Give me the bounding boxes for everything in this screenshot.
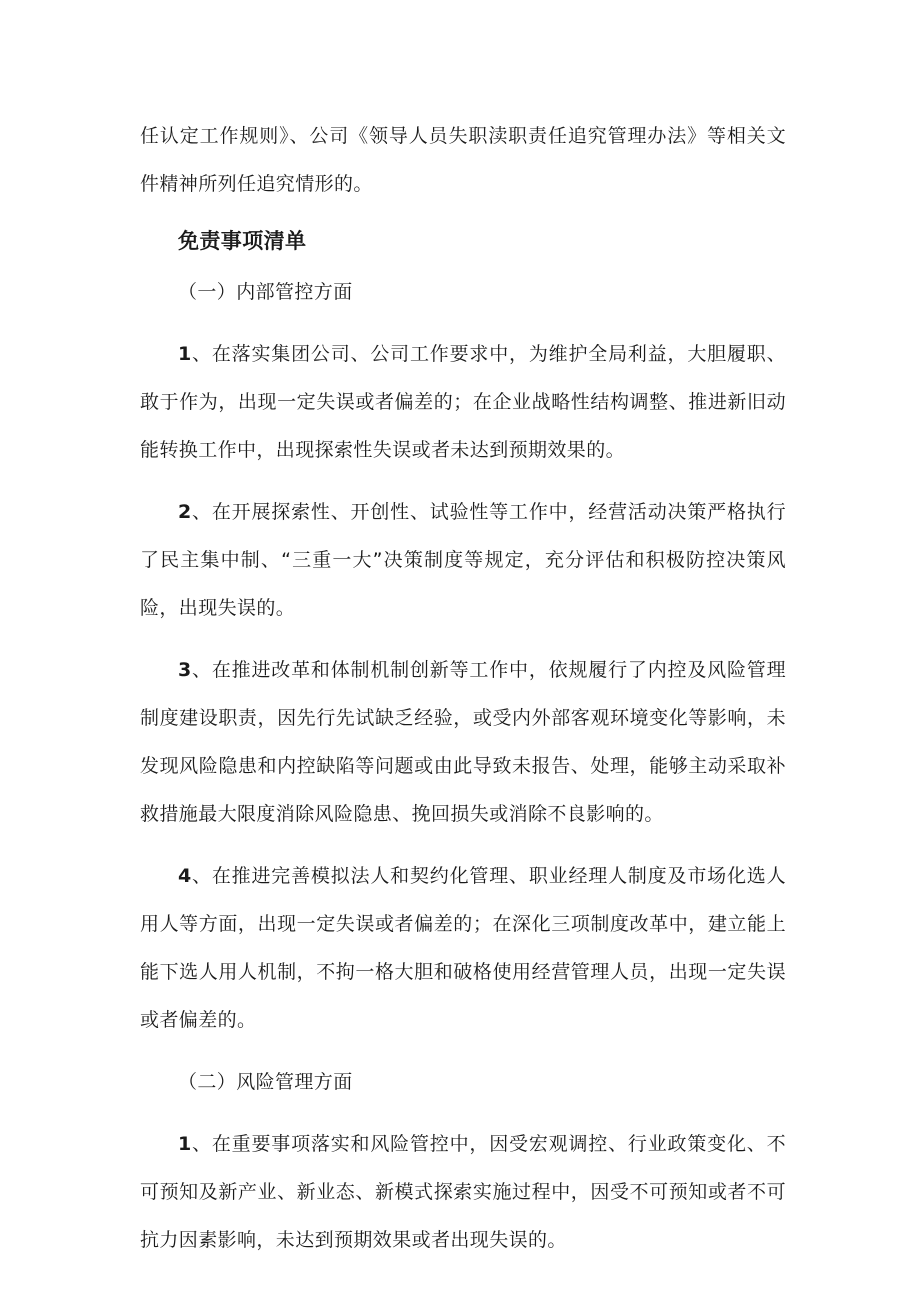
intro-continuation: 任认定工作规则》、公司《领导人员失职渎职责任追究管理办法》等相关文件精神所列任追究情形的。 (140, 125, 786, 195)
section-title-risk-management: （二）风险管理方面 (178, 1071, 353, 1093)
item-text: 、在重要事项落实和风险管控中，因受宏观调控、行业政策变化、不可预知及新产业、新业态、新模式探索实施过程中，因受不可预知或者不可抗力因素影响，未达到预期效果或者出现失误的。 (140, 1133, 786, 1251)
list-item (140, 852, 786, 1044)
item-number: 4 (178, 865, 192, 887)
item-text: 、在推进改革和体制机制创新等工作中，依规履行了内控及风险管理制度建设职责，因先行先试缺乏经验，或受内外部客观环境变化等影响，未发现风险隐患和内控缺陷等问题或由此导致未报告、处理，能够主动采取补救措施最大限度消除风险隐患、挽回损失或消除不良影响的。 (140, 659, 786, 825)
item-text: 、在推进完善模拟法人和契约化管理、职业经理人制度及市场化选人用人等方面，出现一定失误或者偏差的；在深化三项制度改革中，建立能上能下选人用人机制，不拘一格大胆和破格使用经营管理人员，出现一定失误或者偏差的。 (140, 865, 786, 1031)
item-number: 1 (178, 343, 192, 365)
item-text: 、在开展探索性、开创性、试验性等工作中，经营活动决策严格执行了民主集中制、“三重一大”决策制度等规定，充分评估和积极防控决策风险，出现失误的。 (140, 501, 786, 619)
section-title-internal-control: （一）内部管控方面 (178, 281, 353, 303)
list-item (140, 488, 786, 632)
item-number: 1 (178, 1133, 192, 1155)
list-item (140, 646, 786, 838)
item-number: 3 (178, 659, 192, 681)
list-item (140, 330, 786, 474)
exemption-list-heading: 免责事项清单 (178, 229, 307, 253)
item-text: 、在落实集团公司、公司工作要求中，为维护全局利益，大胆履职、敢于作为，出现一定失误或者偏差的；在企业战略性结构调整、推进新旧动能转换工作中，出现探索性失误或者未达到预期效果的。 (140, 343, 786, 461)
list-item (140, 1120, 786, 1264)
item-number: 2 (178, 501, 192, 523)
document-body (140, 112, 786, 1264)
